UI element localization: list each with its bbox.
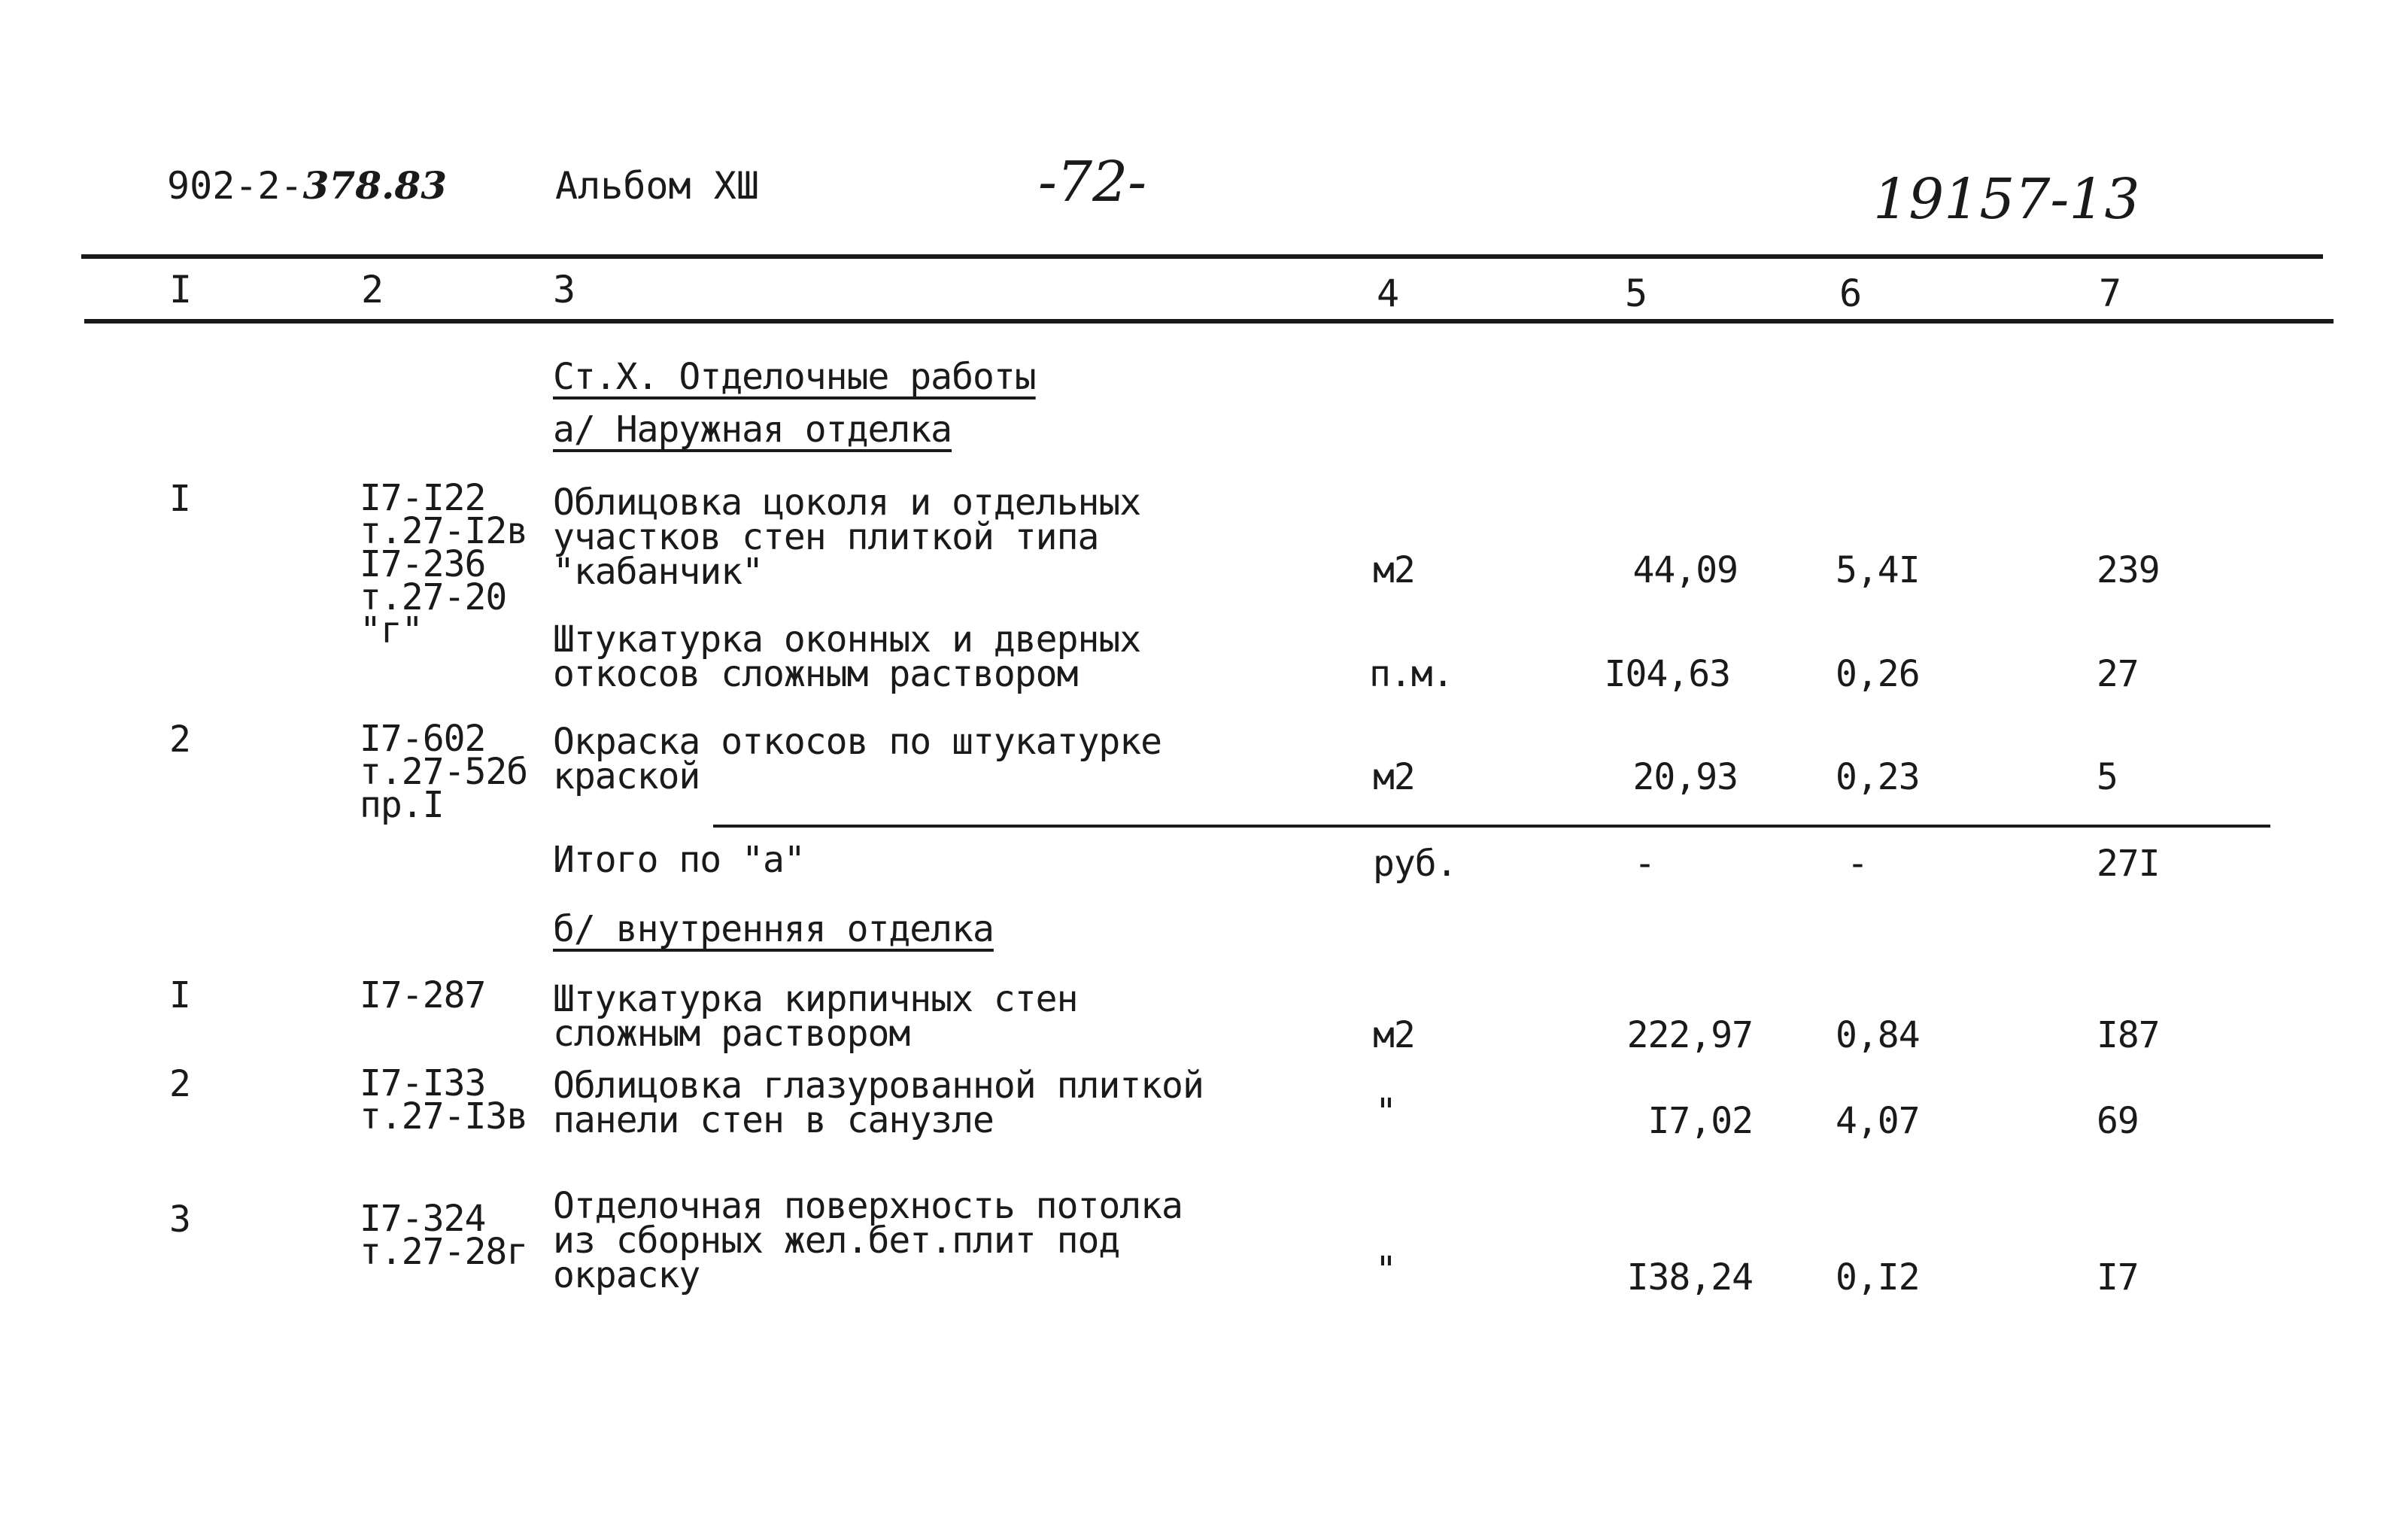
col-head-4: 4 (1377, 272, 1400, 315)
row-description: Окраска откосов по штукатурке краской (553, 721, 1162, 797)
row-unit: п.м. (1369, 653, 1453, 695)
subtotal-total: 27I (2097, 843, 2160, 885)
row-number: I (169, 974, 190, 1016)
page-number: -72- (1038, 150, 1147, 214)
section-b-title: б/ внутренняя отделка (553, 908, 994, 950)
row-price: 5,4I (1836, 549, 1920, 591)
doc-code-prefix: 902-2- (167, 164, 303, 208)
col-head-2: 2 (361, 268, 384, 311)
doc-code (167, 163, 447, 208)
subtotal-unit: руб. (1373, 843, 1457, 885)
row-description: Штукатурка кирпичных стен сложным раствором (553, 978, 1078, 1055)
row-number: 2 (169, 718, 190, 761)
row-quantity: I7,02 (1647, 1100, 1753, 1142)
row-unit: м2 (1373, 756, 1415, 798)
section-a-title: а/ Наружная отделка (553, 409, 952, 451)
section-main-title: Ст.Х. Отделочные работы (553, 356, 1036, 398)
col-head-7: 7 (2099, 272, 2122, 315)
row-total: 5 (2097, 756, 2118, 798)
archive-number: 19157-13 (1873, 167, 2140, 232)
subtotal-quantity: - (1634, 843, 1655, 885)
row-unit: м2 (1373, 1014, 1415, 1056)
row-total: 239 (2097, 549, 2160, 591)
col-head-5: 5 (1625, 272, 1648, 315)
col-head-6: 6 (1839, 272, 1863, 315)
row-code: I7-I22 т.27-I2в I7-236 т.27-20 "г" (360, 477, 528, 652)
row-total: 27 (2097, 653, 2139, 695)
doc-code-handwritten: 378.83 (302, 163, 447, 208)
row-total: I7 (2097, 1256, 2139, 1299)
row-price: 0,84 (1836, 1014, 1920, 1056)
row-total: I87 (2097, 1014, 2160, 1056)
row-code: I7-I33 т.27-I3в (360, 1062, 528, 1138)
row-price: 0,23 (1836, 756, 1920, 798)
row-quantity: I38,24 (1626, 1256, 1753, 1299)
album-title: Альбом ХШ (555, 164, 759, 208)
subtotal-rule (713, 825, 2270, 828)
row-quantity: 20,93 (1632, 756, 1738, 798)
subtotal-label: Итого по "а" (553, 839, 805, 881)
top-rule (81, 254, 2323, 259)
row-code: I7-602 т.27-52б пр.I (360, 718, 528, 826)
row-unit: " (1375, 1091, 1396, 1133)
row-description: Штукатурка оконных и дверных откосов сложным раствором (553, 618, 1141, 695)
row-description: Облицовка глазурованной плиткой панели стен в санузле (553, 1065, 1204, 1141)
row-number: 3 (169, 1198, 190, 1241)
row-code: I7-287 (360, 974, 486, 1016)
row-number: I (169, 478, 190, 520)
row-quantity: 222,97 (1626, 1014, 1753, 1056)
row-quantity: 44,09 (1632, 549, 1738, 591)
col-head-1: I (169, 268, 193, 311)
header-rule (84, 319, 2334, 324)
row-number: 2 (169, 1063, 190, 1105)
row-price: 0,26 (1836, 653, 1920, 695)
row-quantity: I04,63 (1604, 653, 1730, 695)
row-unit: м2 (1373, 549, 1415, 591)
row-total: 69 (2097, 1100, 2139, 1142)
row-description: Облицовка цоколя и отдельных участков стен плиткой типа "кабанчик" (553, 481, 1141, 593)
row-unit: " (1375, 1249, 1396, 1291)
col-head-3: 3 (553, 268, 576, 311)
row-code: I7-324 т.27-28г (360, 1198, 528, 1273)
row-description: Отделочная поверхность потолка из сборных жел.бет.плит под окраску (553, 1185, 1183, 1296)
subtotal-price: - (1847, 843, 1868, 885)
row-price: 0,I2 (1836, 1256, 1920, 1299)
row-price: 4,07 (1836, 1100, 1920, 1142)
